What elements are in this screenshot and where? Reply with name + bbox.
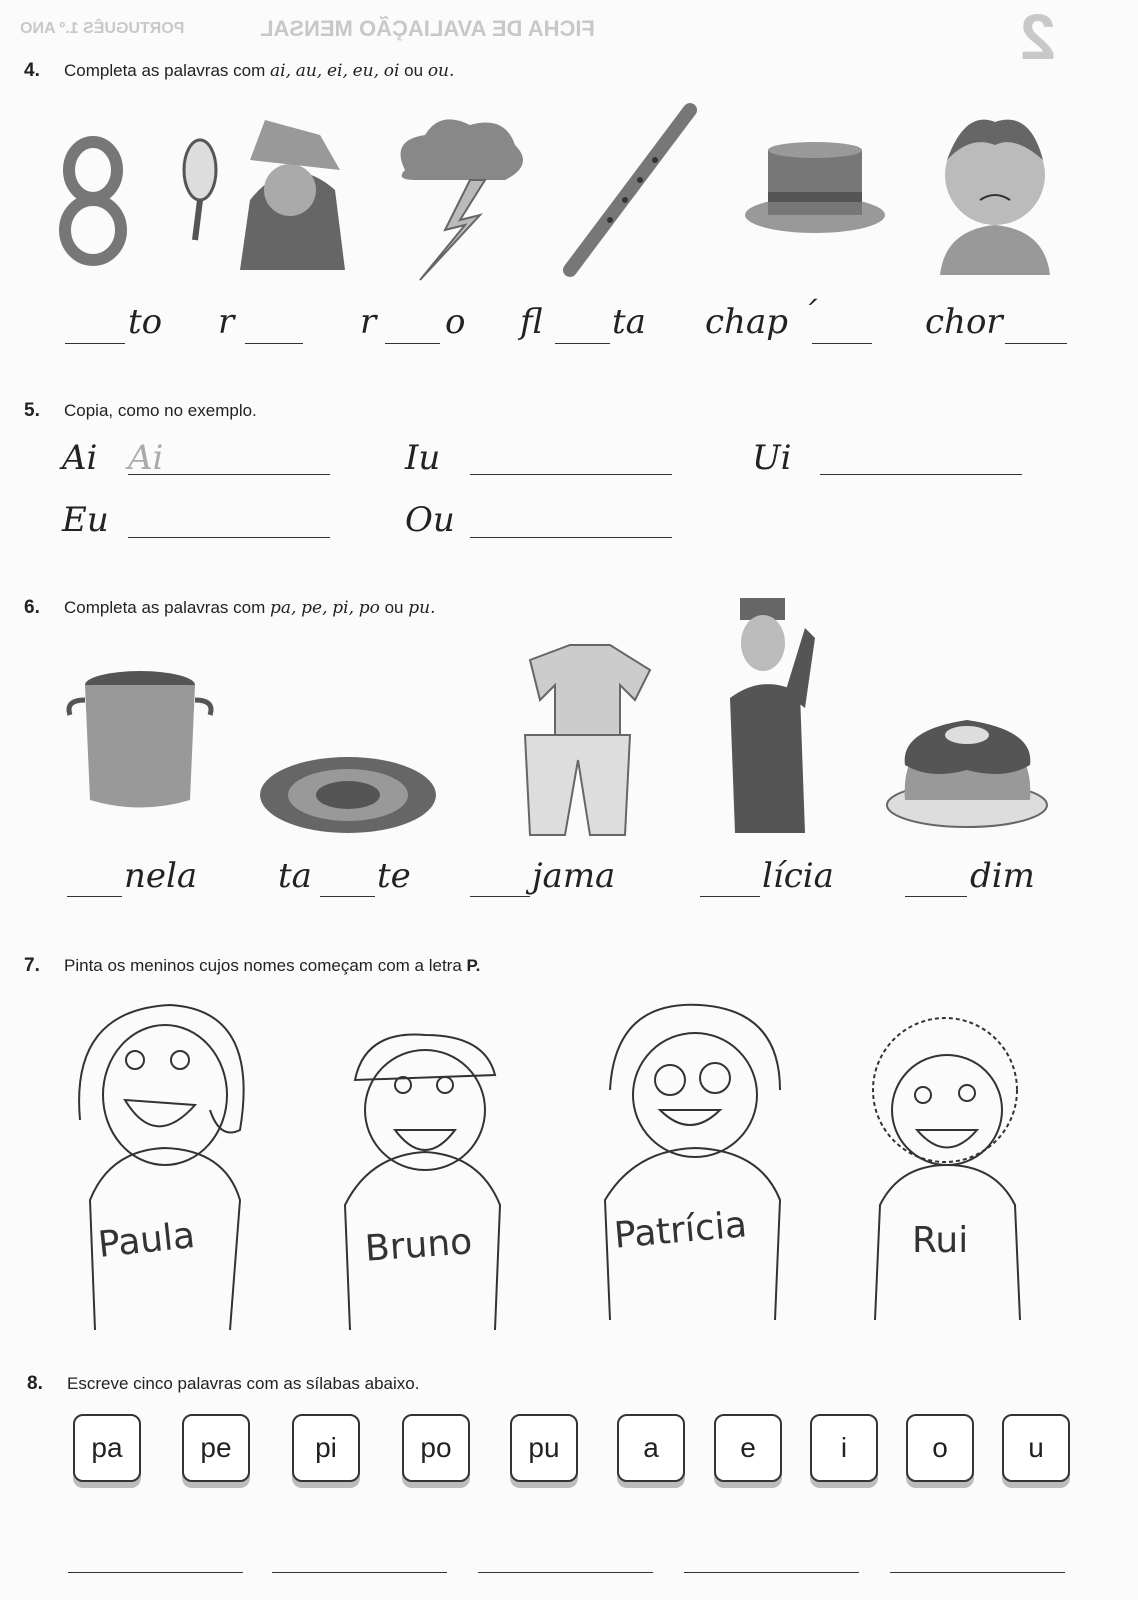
ex8-answer-line-1[interactable] xyxy=(68,1572,243,1573)
ex6-word-licia: lícia xyxy=(762,856,834,896)
ex4-blank-2[interactable] xyxy=(245,343,303,344)
ex4-option-eu: eu, xyxy=(352,61,380,81)
ex8-instruction: Escreve cinco palavras com as sílabas abaixo. xyxy=(67,1374,420,1393)
recorder-flute-illustration xyxy=(560,105,700,280)
ex7-letter: P. xyxy=(466,956,481,975)
ex4-accent-mark: ´ xyxy=(800,295,817,335)
ex5-example-copy: Ai xyxy=(128,438,164,478)
syllable-card-a: a xyxy=(617,1414,685,1482)
ex4-instruction-text: Completa as palavras com xyxy=(64,61,266,80)
syllable-card-e: e xyxy=(714,1414,782,1482)
ex6-word-dim: dim xyxy=(970,856,1035,896)
ex4-blank-3[interactable] xyxy=(385,343,440,344)
ex5-item-eu: Eu xyxy=(62,500,109,540)
ex6-option-pi: pi, xyxy=(332,598,354,618)
ex8-number: 8. xyxy=(27,1373,43,1394)
ex4-joiner: ou xyxy=(404,61,424,80)
syllable-card-pe: pe xyxy=(182,1414,250,1482)
ex5-line-ou[interactable] xyxy=(470,537,672,538)
ex4-word-o: o xyxy=(445,302,466,342)
ex7-instruction xyxy=(64,956,480,976)
ex6-word-jama: jama xyxy=(532,856,616,896)
ghost-page-number: 2 xyxy=(1020,1,1056,73)
ex6-blank-2[interactable] xyxy=(320,896,375,897)
ex6-word-ta: ta xyxy=(278,856,312,896)
ex4-word-chap: chap xyxy=(705,302,788,342)
ex6-option-po: po xyxy=(358,598,380,618)
ex4-blank-4[interactable] xyxy=(555,343,610,344)
child-name-paula: Paula xyxy=(96,1215,197,1266)
child-rui-drawing[interactable] xyxy=(855,1015,1035,1325)
ex8-answer-line-4[interactable] xyxy=(684,1572,859,1573)
ex6-option-pa: pa, xyxy=(270,598,297,618)
ex4-number: 4. xyxy=(24,60,40,81)
ex6-option-pu: pu. xyxy=(408,598,436,618)
ex4-blank-5[interactable] xyxy=(812,343,872,344)
ex5-line-ai[interactable] xyxy=(128,474,330,475)
ex8-answer-line-2[interactable] xyxy=(272,1572,447,1573)
child-paula-drawing[interactable] xyxy=(70,1000,260,1330)
rug-illustration xyxy=(258,755,438,835)
ex5-item-ui: Ui xyxy=(752,438,792,478)
thunderstorm-cloud-illustration xyxy=(385,110,535,280)
ex6-option-pe: pe, xyxy=(301,598,328,618)
ex5-item-iu: Iu xyxy=(405,438,441,478)
ex4-blank-6[interactable] xyxy=(1005,343,1067,344)
ex4-blank-1[interactable] xyxy=(65,343,125,344)
child-name-patricia: Patrícia xyxy=(612,1204,749,1257)
ex5-line-iu[interactable] xyxy=(470,474,672,475)
cake-illustration xyxy=(885,705,1050,830)
ex5-item-ai: Ai xyxy=(62,438,98,478)
ex4-word-ta: ta xyxy=(612,302,646,342)
ex6-blank-4[interactable] xyxy=(700,896,760,897)
ex4-word-fl: fl xyxy=(520,302,543,342)
ex4-option-ou: ou. xyxy=(427,61,455,81)
ex5-line-ui[interactable] xyxy=(820,474,1022,475)
ex6-blank-3[interactable] xyxy=(470,896,530,897)
syllable-card-i: i xyxy=(810,1414,878,1482)
crying-child-illustration xyxy=(935,110,1055,275)
number-eight-illustration xyxy=(60,135,130,265)
ex4-word-chor: chor xyxy=(925,302,1003,342)
ex5-instruction: Copia, como no exemplo. xyxy=(64,401,257,420)
syllable-card-pu: pu xyxy=(510,1414,578,1482)
ex8-answer-line-5[interactable] xyxy=(890,1572,1065,1573)
ex4-option-ei: ei, xyxy=(326,61,348,81)
ex8-answer-line-3[interactable] xyxy=(478,1572,653,1573)
ghost-header-title: FICHA DE AVALIAÇÃO MENSAL xyxy=(260,16,595,41)
ex4-word-r2: r xyxy=(360,302,377,342)
child-bruno-drawing[interactable] xyxy=(335,1030,510,1330)
ex5-number: 5. xyxy=(24,400,40,421)
syllable-card-o: o xyxy=(906,1414,974,1482)
ex7-instruction-text: Pinta os meninos cujos nomes começam com a letra xyxy=(64,956,462,975)
ex6-blank-5[interactable] xyxy=(905,896,967,897)
ex6-number: 6. xyxy=(24,597,40,618)
ex6-instruction xyxy=(64,598,435,618)
ex6-word-nela: nela xyxy=(124,856,198,896)
ex4-word-to: to xyxy=(128,302,163,342)
pajamas-illustration xyxy=(510,640,660,835)
ex4-word-r1: r xyxy=(218,302,235,342)
syllable-card-u: u xyxy=(1002,1414,1070,1482)
ex6-blank-1[interactable] xyxy=(67,896,122,897)
ex4-instruction xyxy=(64,61,454,81)
ex4-option-ai: ai, xyxy=(270,61,291,81)
child-name-bruno: Bruno xyxy=(363,1221,474,1270)
ex4-option-au: au, xyxy=(295,61,323,81)
ex5-item-ou: Ou xyxy=(405,500,455,540)
syllable-card-po: po xyxy=(402,1414,470,1482)
witch-with-mirror-illustration xyxy=(170,120,370,280)
ex6-joiner: ou xyxy=(384,598,404,617)
ex6-instruction-text: Completa as palavras com xyxy=(64,598,266,617)
syllable-card-pi: pi xyxy=(292,1414,360,1482)
ex7-number: 7. xyxy=(24,955,40,976)
police-officer-illustration xyxy=(720,598,820,833)
child-name-rui: Rui xyxy=(912,1220,969,1261)
ex4-option-oi: oi xyxy=(383,61,400,81)
child-patricia-drawing[interactable] xyxy=(600,1000,790,1320)
syllable-card-pa: pa xyxy=(73,1414,141,1482)
ex6-word-te: te xyxy=(377,856,411,896)
top-hat-illustration xyxy=(740,140,890,240)
ghost-header-subject: PORTUGUÊS 1.º ANO xyxy=(20,20,185,37)
cooking-pot-illustration xyxy=(65,665,215,815)
ex5-line-eu[interactable] xyxy=(128,537,330,538)
